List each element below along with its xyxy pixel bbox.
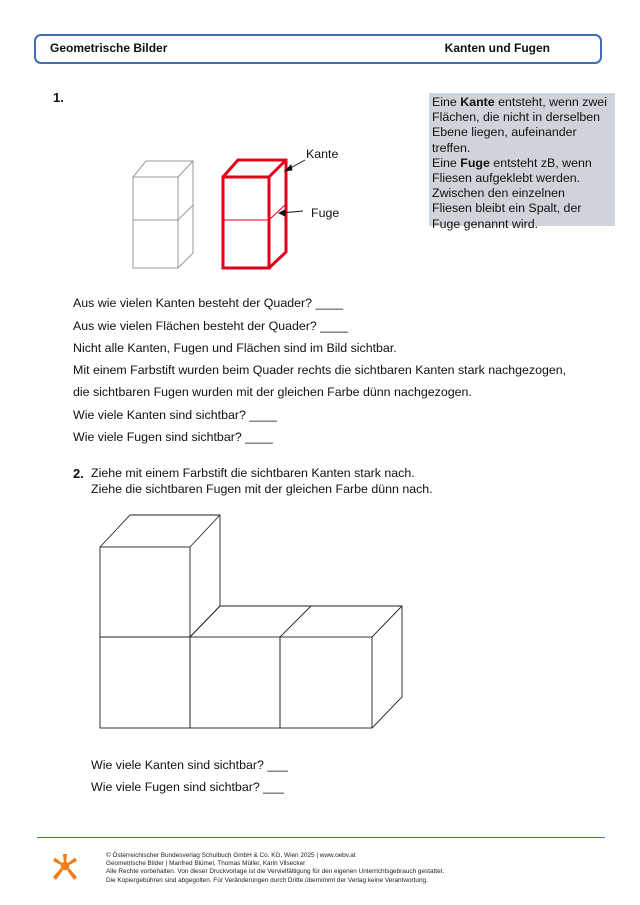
question-visible-joints-1: Wie viele Fugen sind sichtbar? ____ [73, 430, 273, 444]
infobox-line: Ebene liegen, aufeinander [432, 125, 577, 140]
question-flaechen-quader: Aus wie vielen Flächen besteht der Quader? ____ [73, 319, 348, 333]
question-kanten-quader: Aus wie vielen Kanten besteht der Quader? ____ [73, 296, 344, 310]
label-fuge: Fuge [311, 206, 340, 220]
footer-line: Geometrische Bilder | Manfred Blümel, Thomas Müller, Karin Vilsecker [106, 860, 306, 868]
infobox-line: treffen. [432, 140, 471, 155]
footer-rule [37, 837, 605, 838]
header-right-title: Kanten und Fugen [444, 41, 550, 55]
infobox-line: Fuge genannt wird. [432, 216, 539, 231]
footer-line: Die Kopiergebühren sind abgegolten. Für Veränderungen durch Dritte übernimmt der Verlag keine Verantwortung. [106, 876, 428, 884]
question-visible-edges-2: Wie viele Kanten sind sichtbar? ___ [91, 758, 288, 772]
question-visible-joints-2: Wie viele Fugen sind sichtbar? ___ [91, 780, 284, 794]
infobox-line: Fliesen aufgeklebt werden. [432, 171, 581, 186]
exercise-2-number: 2. [73, 466, 84, 481]
header-left-title: Geometrische Bilder [50, 41, 168, 55]
infobox-line: Eine Kante entsteht, wenn zwei [432, 95, 607, 109]
infobox-line: Flächen, die nicht in derselben [432, 110, 601, 125]
instruction-edges: Ziehe mit einem Farbstift die sichtbaren Kanten stark nach. [91, 466, 415, 480]
instruction-joints: Ziehe die sichtbaren Fugen mit der gleichen Farbe dünn nach. [91, 482, 433, 496]
footer-line: Alle Rechte vorbehalten. Von dieser Druckvorlage ist die Vervielfältigung für den eigenen Unterrichtsgebrauch gestattet. [106, 868, 445, 876]
infobox-line: Eine Fuge entsteht zB, wenn [432, 155, 592, 170]
infobox-line: Zwischen den einzelnen [432, 186, 565, 201]
footer-text [106, 852, 444, 885]
statement-colored-joints: die sichtbaren Fugen wurden mit der gleichen Farbe dünn nachgezogen. [73, 385, 472, 399]
oebv-logo-icon [52, 852, 78, 882]
exercise-1-number: 1. [53, 90, 64, 105]
footer-line: © Österreichischer Bundesverlag Schulbuch GmbH & Co. KG, Wien 2025 | www.oebv.at [106, 852, 356, 859]
statement-not-visible: Nicht alle Kanten, Fugen und Flächen sind im Bild sichtbar. [73, 341, 397, 355]
label-kante: Kante [306, 147, 339, 161]
infobox-line: Fliesen bleibt ein Spalt, der [432, 201, 582, 216]
question-visible-edges-1: Wie viele Kanten sind sichtbar? ____ [73, 408, 277, 422]
statement-colored-edges: Mit einem Farbstift wurden beim Quader rechts die sichtbaren Kanten stark nachgezogen, [73, 363, 567, 377]
